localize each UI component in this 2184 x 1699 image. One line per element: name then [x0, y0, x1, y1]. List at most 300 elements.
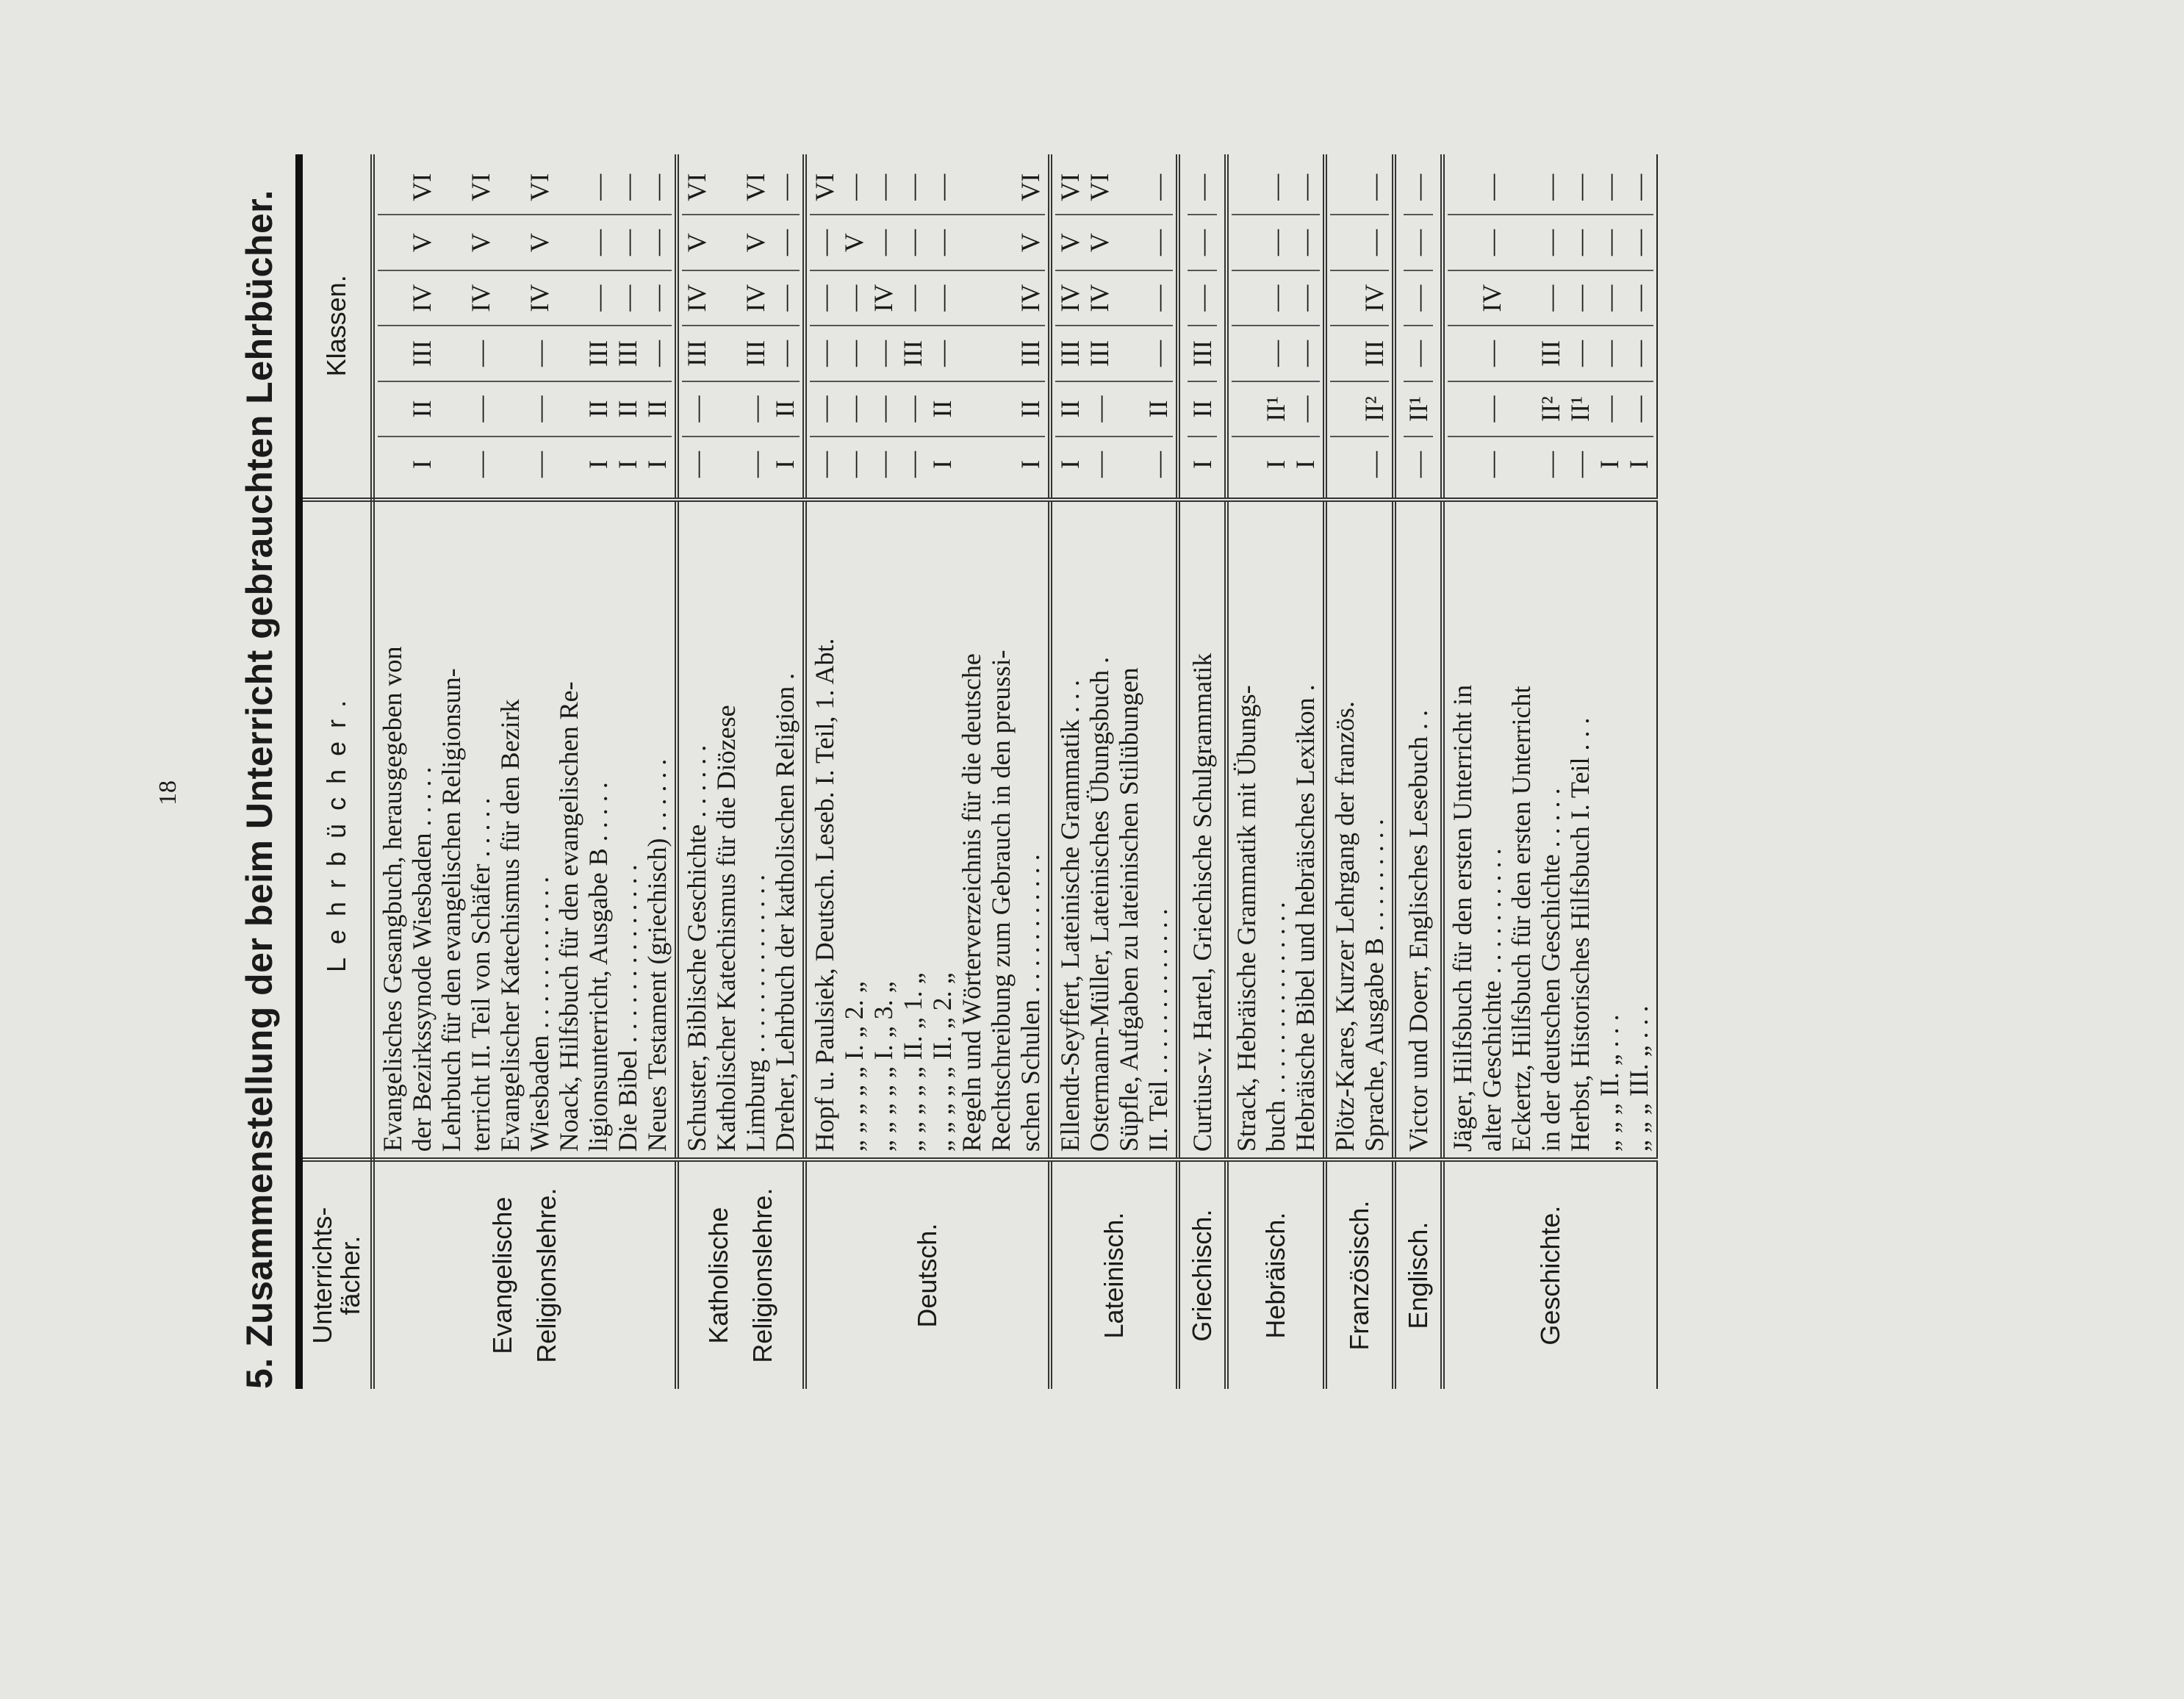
table-row: [373, 154, 677, 1389]
class-mark: —: [1477, 450, 1506, 478]
class-row: [1506, 160, 1536, 492]
class-mark: —: [839, 271, 869, 326]
class-mark: VI: [1085, 160, 1114, 215]
class-row: [642, 160, 672, 492]
textbook-entry-line: Strack, Hebräische Grammatik mit Übungs-: [1232, 685, 1261, 1152]
class-mark: III: [898, 326, 927, 381]
class-mark: [1330, 215, 1359, 270]
table-row: [1178, 154, 1226, 1389]
class-mark: —: [682, 382, 711, 437]
class-mark: IV: [466, 271, 495, 326]
class-mark: —: [1143, 271, 1173, 326]
class-mark: III: [741, 326, 770, 381]
textbook-entry-line: „ „ „ „ „ I. „ 2. „: [839, 981, 869, 1152]
textbook-table: [295, 154, 1658, 1389]
subject-group: [1226, 154, 1325, 1389]
class-mark: —: [839, 382, 869, 437]
class-mark: —: [1565, 326, 1595, 381]
class-mark: —: [1404, 271, 1433, 326]
classes-list: [1327, 160, 1392, 492]
textbook-entry-line: Victor und Doerr, Englisches Lesebuch . .: [1404, 709, 1433, 1152]
class-mark: —: [583, 160, 613, 215]
class-mark: [986, 382, 1016, 437]
class-row: [898, 160, 927, 492]
class-mark: V: [525, 215, 554, 270]
subject-cell: Deutsch.: [805, 1160, 1050, 1389]
textbook-entry-line: Regeln und Wörterverzeichnis für die deutsche: [957, 653, 986, 1152]
class-mark: [495, 326, 525, 381]
class-mark: —: [1261, 160, 1290, 215]
class-mark: [1448, 382, 1477, 437]
class-mark: —: [525, 382, 554, 437]
rotated-page-content: [234, 154, 2012, 1389]
class-mark: [437, 382, 466, 437]
class-mark: —: [810, 326, 839, 381]
class-mark: —: [682, 450, 711, 478]
class-mark: [957, 437, 986, 491]
class-mark: II: [770, 382, 800, 437]
textbook-entry-line: Neues Testament (griechisch) . . . . . .: [642, 758, 672, 1152]
class-mark: I: [1188, 459, 1217, 469]
class-mark: [378, 160, 407, 215]
class-mark: I: [1016, 459, 1045, 469]
subject-group: [1443, 154, 1657, 1389]
class-mark: —: [927, 160, 957, 215]
class-row: [810, 160, 839, 492]
class-mark: [1114, 215, 1143, 270]
class-row: [437, 160, 466, 492]
class-mark: —: [525, 450, 554, 478]
class-mark: —: [613, 215, 642, 270]
textbooks-cell: [1443, 500, 1657, 1160]
class-mark: —: [898, 271, 927, 326]
class-mark: [378, 326, 407, 381]
class-row: [495, 160, 525, 492]
class-row: [682, 160, 711, 492]
class-row: [711, 160, 741, 492]
class-mark: [1448, 215, 1477, 270]
class-mark: [495, 215, 525, 270]
class-mark: VI: [525, 160, 554, 215]
class-mark: —: [1404, 326, 1433, 381]
class-mark: II: [1055, 382, 1085, 437]
class-row: [1016, 160, 1045, 492]
class-mark: III: [682, 326, 711, 381]
class-mark: [437, 437, 466, 491]
subject-cell: Katholische Religionslehre.: [677, 1160, 805, 1389]
classes-cell: [1050, 154, 1178, 500]
class-mark: III: [1359, 326, 1389, 381]
class-mark: I: [1261, 459, 1290, 469]
class-mark: —: [1143, 326, 1173, 381]
subject-group: [1050, 154, 1178, 1389]
class-mark: IV: [741, 271, 770, 326]
class-mark: IV: [1055, 271, 1085, 326]
class-mark: —: [1188, 215, 1217, 270]
class-mark: II¹: [1404, 382, 1433, 437]
textbook-entry-line: Plötz-Kares, Kurzer Lehrgang der französ.: [1330, 701, 1359, 1152]
class-mark: VI: [407, 160, 437, 215]
class-mark: —: [810, 271, 839, 326]
class-mark: —: [1595, 160, 1624, 215]
class-mark: [437, 215, 466, 270]
class-mark: [437, 271, 466, 326]
class-row: [957, 160, 986, 492]
class-row: [1448, 160, 1477, 492]
class-mark: III: [1016, 326, 1045, 381]
class-mark: —: [642, 160, 672, 215]
textbook-entry-line: Sprache, Ausgabe B . . . . . . . . .: [1359, 819, 1389, 1152]
class-mark: —: [1290, 382, 1320, 437]
class-mark: [1506, 271, 1536, 326]
class-mark: —: [1624, 215, 1653, 270]
class-mark: [986, 437, 1016, 491]
class-mark: [1232, 160, 1261, 215]
textbook-entry-line: Katholischer Katechismus für die Diözese: [711, 705, 741, 1152]
class-mark: —: [810, 382, 839, 437]
class-mark: —: [1290, 326, 1320, 381]
textbook-entry-line: Jäger, Hilfsbuch für den ersten Unterricht in: [1448, 684, 1477, 1152]
subject-cell: Englisch.: [1394, 1160, 1443, 1389]
class-mark: —: [927, 326, 957, 381]
class-mark: —: [1595, 271, 1624, 326]
class-mark: I: [613, 459, 642, 469]
class-mark: [1330, 326, 1359, 381]
classes-cell: [1325, 154, 1394, 500]
table-row: [1226, 154, 1325, 1389]
textbook-entry-line: Limburg . . . . . . . . . . . . . .: [741, 874, 770, 1152]
class-mark: I: [1055, 459, 1085, 469]
class-row: [407, 160, 437, 492]
class-mark: [378, 271, 407, 326]
textbook-entry-line: buch . . . . . . . . . . . . . . .: [1261, 902, 1290, 1152]
class-mark: —: [1261, 271, 1290, 326]
class-mark: [711, 382, 741, 437]
class-mark: —: [1624, 382, 1653, 437]
class-mark: IV: [1085, 271, 1114, 326]
class-mark: —: [1261, 215, 1290, 270]
class-mark: VI: [1055, 160, 1085, 215]
textbook-entry-line: terricht II. Teil von Schäfer . . . . .: [466, 797, 495, 1152]
class-mark: —: [839, 160, 869, 215]
class-mark: —: [1188, 271, 1217, 326]
class-row: [1188, 160, 1217, 492]
class-mark: —: [1290, 215, 1320, 270]
subject-group: [677, 154, 805, 1389]
class-mark: VI: [466, 160, 495, 215]
class-mark: —: [1565, 450, 1595, 478]
class-mark: —: [1536, 271, 1565, 326]
textbook-entry-line: der Bezirkssynode Wiesbaden . . . . .: [407, 766, 437, 1152]
class-row: [869, 160, 898, 492]
classes-list: [375, 160, 675, 492]
header-subjects: Unterrichts- fächer.: [299, 1160, 373, 1389]
class-mark: —: [810, 450, 839, 478]
class-mark: [957, 271, 986, 326]
class-mark: [1232, 215, 1261, 270]
class-mark: [554, 326, 583, 381]
table-row: [1325, 154, 1394, 1389]
classes-list: [679, 160, 802, 492]
class-row: [1595, 160, 1624, 492]
class-row: [1536, 160, 1565, 492]
class-mark: —: [613, 160, 642, 215]
class-mark: —: [1595, 382, 1624, 437]
class-mark: [957, 326, 986, 381]
class-mark: [1330, 271, 1359, 326]
class-row: [770, 160, 800, 492]
class-mark: [1232, 326, 1261, 381]
header-classes: Klassen.: [299, 154, 373, 500]
class-mark: [986, 326, 1016, 381]
class-mark: I: [642, 459, 672, 469]
class-mark: IV: [682, 271, 711, 326]
textbooks-cell: [677, 500, 805, 1160]
classes-cell: [805, 154, 1050, 500]
class-mark: —: [1565, 160, 1595, 215]
class-mark: —: [466, 450, 495, 478]
class-mark: II¹: [1261, 382, 1290, 437]
class-mark: —: [1565, 215, 1595, 270]
textbook-entry-line: ligionsunterricht, Ausgabe B . . . . .: [583, 782, 613, 1152]
class-mark: —: [1595, 326, 1624, 381]
class-mark: [1232, 382, 1261, 437]
class-mark: [1506, 326, 1536, 381]
class-mark: III: [583, 326, 613, 381]
class-mark: —: [927, 215, 957, 270]
class-mark: —: [1536, 215, 1565, 270]
class-mark: [1330, 437, 1359, 491]
class-row: [1232, 160, 1261, 492]
class-mark: [711, 326, 741, 381]
class-mark: [1506, 437, 1536, 491]
subject-group: [1178, 154, 1226, 1389]
class-row: [1330, 160, 1359, 492]
subject-group: [373, 154, 677, 1389]
class-row: [1290, 160, 1320, 492]
class-mark: —: [1477, 160, 1506, 215]
class-row: [378, 160, 407, 492]
class-mark: IV: [525, 271, 554, 326]
class-mark: —: [642, 215, 672, 270]
class-mark: —: [1404, 450, 1433, 478]
class-mark: [711, 437, 741, 491]
textbook-entry-line: „ „ „ „ „ I. „ 3. „: [869, 981, 898, 1152]
textbook-entry-line: Eckertz, Hilfsbuch für den ersten Unterricht: [1506, 686, 1536, 1152]
class-row: [1261, 160, 1290, 492]
class-mark: —: [770, 271, 800, 326]
class-mark: [711, 215, 741, 270]
class-mark: [378, 382, 407, 437]
class-mark: I: [1290, 459, 1320, 469]
class-mark: I: [1595, 459, 1624, 469]
class-row: [1624, 160, 1653, 492]
class-mark: [1448, 326, 1477, 381]
textbook-entry-line: Lehrbuch für den evangelischen Religionsun-: [437, 668, 466, 1152]
class-mark: [957, 382, 986, 437]
class-mark: IV: [869, 271, 898, 326]
class-mark: —: [869, 160, 898, 215]
class-mark: —: [898, 215, 927, 270]
table-header-row: [299, 154, 373, 1389]
class-mark: [1114, 382, 1143, 437]
textbook-entry-line: Evangelischer Katechismus für den Bezirk: [495, 699, 525, 1152]
class-mark: —: [583, 215, 613, 270]
textbooks-cell: [1226, 500, 1325, 1160]
subject-cell: Evangelische Religionslehre.: [373, 1160, 677, 1389]
class-mark: [495, 382, 525, 437]
subject-cell: Geschichte.: [1443, 1160, 1657, 1389]
class-mark: [1506, 382, 1536, 437]
class-mark: VI: [810, 160, 839, 215]
class-mark: II²: [1359, 382, 1389, 437]
textbooks-cell: [1394, 500, 1443, 1160]
textbook-entry-line: II. Teil . . . . . . . . . . . . .: [1143, 908, 1173, 1152]
class-mark: II: [1188, 382, 1217, 437]
textbook-entry-line: alter Geschichte . . . . . . . . . .: [1477, 848, 1506, 1152]
class-mark: [711, 160, 741, 215]
class-mark: —: [642, 271, 672, 326]
class-mark: —: [1536, 450, 1565, 478]
class-mark: I: [770, 459, 800, 469]
class-mark: —: [898, 450, 927, 478]
class-mark: —: [839, 450, 869, 478]
class-row: [1404, 160, 1433, 492]
textbooks-cell: [1325, 500, 1394, 1160]
subject-group: [1394, 154, 1443, 1389]
class-mark: [495, 271, 525, 326]
textbook-entry-line: Noack, Hilfsbuch für den evangelischen Re-: [554, 681, 583, 1152]
class-mark: II: [583, 382, 613, 437]
textbook-entry-line: Rechtschreibung zum Gebrauch in den preussi-: [986, 650, 1016, 1152]
class-row: [1143, 160, 1173, 492]
class-mark: V: [407, 215, 437, 270]
classes-list: [1445, 160, 1656, 492]
class-mark: [1232, 271, 1261, 326]
class-mark: [495, 437, 525, 491]
class-mark: [1448, 437, 1477, 491]
textbook-entry-line: Schuster, Biblische Geschichte . . . . . .: [682, 744, 711, 1152]
class-row: [525, 160, 554, 492]
class-mark: II: [1016, 382, 1045, 437]
class-mark: [495, 160, 525, 215]
class-mark: III: [1055, 326, 1085, 381]
table-row: [1050, 154, 1178, 1389]
textbook-entry-line: Wiesbaden . . . . . . . . . . . .: [525, 876, 554, 1152]
subject-cell: Französisch.: [1325, 1160, 1394, 1389]
subject-group: [1325, 154, 1394, 1389]
classes-cell: [1443, 154, 1657, 500]
class-mark: —: [869, 215, 898, 270]
textbook-entry-line: Ostermann-Müller, Lateinisches Übungsbuch .: [1085, 656, 1114, 1152]
class-mark: [437, 160, 466, 215]
class-row: [1477, 160, 1506, 492]
class-mark: IV: [1477, 271, 1506, 326]
class-mark: —: [869, 450, 898, 478]
class-mark: [957, 160, 986, 215]
class-mark: [1114, 437, 1143, 491]
textbook-entry-line: Curtius-v. Hartel, Griechische Schulgrammatik: [1188, 653, 1217, 1152]
class-mark: —: [1477, 326, 1506, 381]
class-mark: [378, 437, 407, 491]
class-mark: —: [1261, 326, 1290, 381]
subject-cell: Lateinisch.: [1050, 1160, 1178, 1389]
classes-list: [1185, 160, 1220, 492]
class-mark: I: [927, 459, 957, 469]
class-mark: —: [741, 382, 770, 437]
class-mark: [554, 271, 583, 326]
class-mark: —: [898, 160, 927, 215]
class-mark: —: [1404, 215, 1433, 270]
page-number: 18: [154, 780, 182, 805]
class-mark: —: [869, 326, 898, 381]
textbook-entry-line: Hebräische Bibel und hebräisches Lexikon .: [1290, 684, 1320, 1152]
class-mark: [986, 215, 1016, 270]
class-row: [613, 160, 642, 492]
textbooks-cell: [1050, 500, 1178, 1160]
class-mark: —: [839, 326, 869, 381]
classes-list: [1229, 160, 1323, 492]
class-mark: V: [1016, 215, 1045, 270]
textbook-entry-line: Herbst, Historisches Hilfsbuch I. Teil . . .: [1565, 717, 1595, 1152]
classes-list: [1401, 160, 1436, 492]
classes-cell: [1226, 154, 1325, 500]
class-mark: IV: [407, 271, 437, 326]
class-mark: I: [1624, 459, 1653, 469]
class-mark: VI: [682, 160, 711, 215]
class-mark: —: [1085, 382, 1114, 437]
class-mark: —: [1536, 160, 1565, 215]
class-mark: V: [682, 215, 711, 270]
class-mark: V: [839, 215, 869, 270]
textbooks-cell: [1178, 500, 1226, 1160]
class-mark: [437, 326, 466, 381]
class-mark: —: [1143, 450, 1173, 478]
class-mark: —: [466, 326, 495, 381]
textbook-entry-line: „ „ „ III. „ . . .: [1624, 1005, 1653, 1152]
class-mark: [1232, 437, 1261, 491]
class-mark: —: [1565, 271, 1595, 326]
class-mark: II²: [1536, 382, 1565, 437]
textbook-entry-line: Evangelisches Gesangbuch, herausgegeben von: [378, 646, 407, 1152]
class-mark: —: [770, 160, 800, 215]
class-mark: —: [1624, 326, 1653, 381]
textbook-entry-line: in der deutschen Geschichte . . . . .: [1536, 788, 1565, 1152]
class-mark: II: [407, 382, 437, 437]
classes-cell: [373, 154, 677, 500]
class-mark: [957, 215, 986, 270]
class-mark: —: [1477, 382, 1506, 437]
textbook-entry-line: schen Schulen . . . . . . . . . . .: [1016, 854, 1045, 1152]
table-row: [1443, 154, 1657, 1389]
textbooks-cell: [373, 500, 677, 1160]
textbook-entry-line: „ „ „ „ „ II. „ 2. „: [927, 972, 957, 1152]
classes-list: [1052, 160, 1176, 492]
class-mark: —: [741, 450, 770, 478]
class-mark: VI: [1016, 160, 1045, 215]
class-mark: —: [1624, 271, 1653, 326]
class-row: [1055, 160, 1085, 492]
class-mark: —: [1477, 215, 1506, 270]
class-mark: —: [525, 326, 554, 381]
class-row: [554, 160, 583, 492]
class-mark: III: [407, 326, 437, 381]
class-mark: —: [1359, 215, 1389, 270]
class-mark: [554, 437, 583, 491]
subject-cell: Hebräisch.: [1226, 1160, 1325, 1389]
class-mark: —: [1143, 215, 1173, 270]
class-mark: [1448, 160, 1477, 215]
